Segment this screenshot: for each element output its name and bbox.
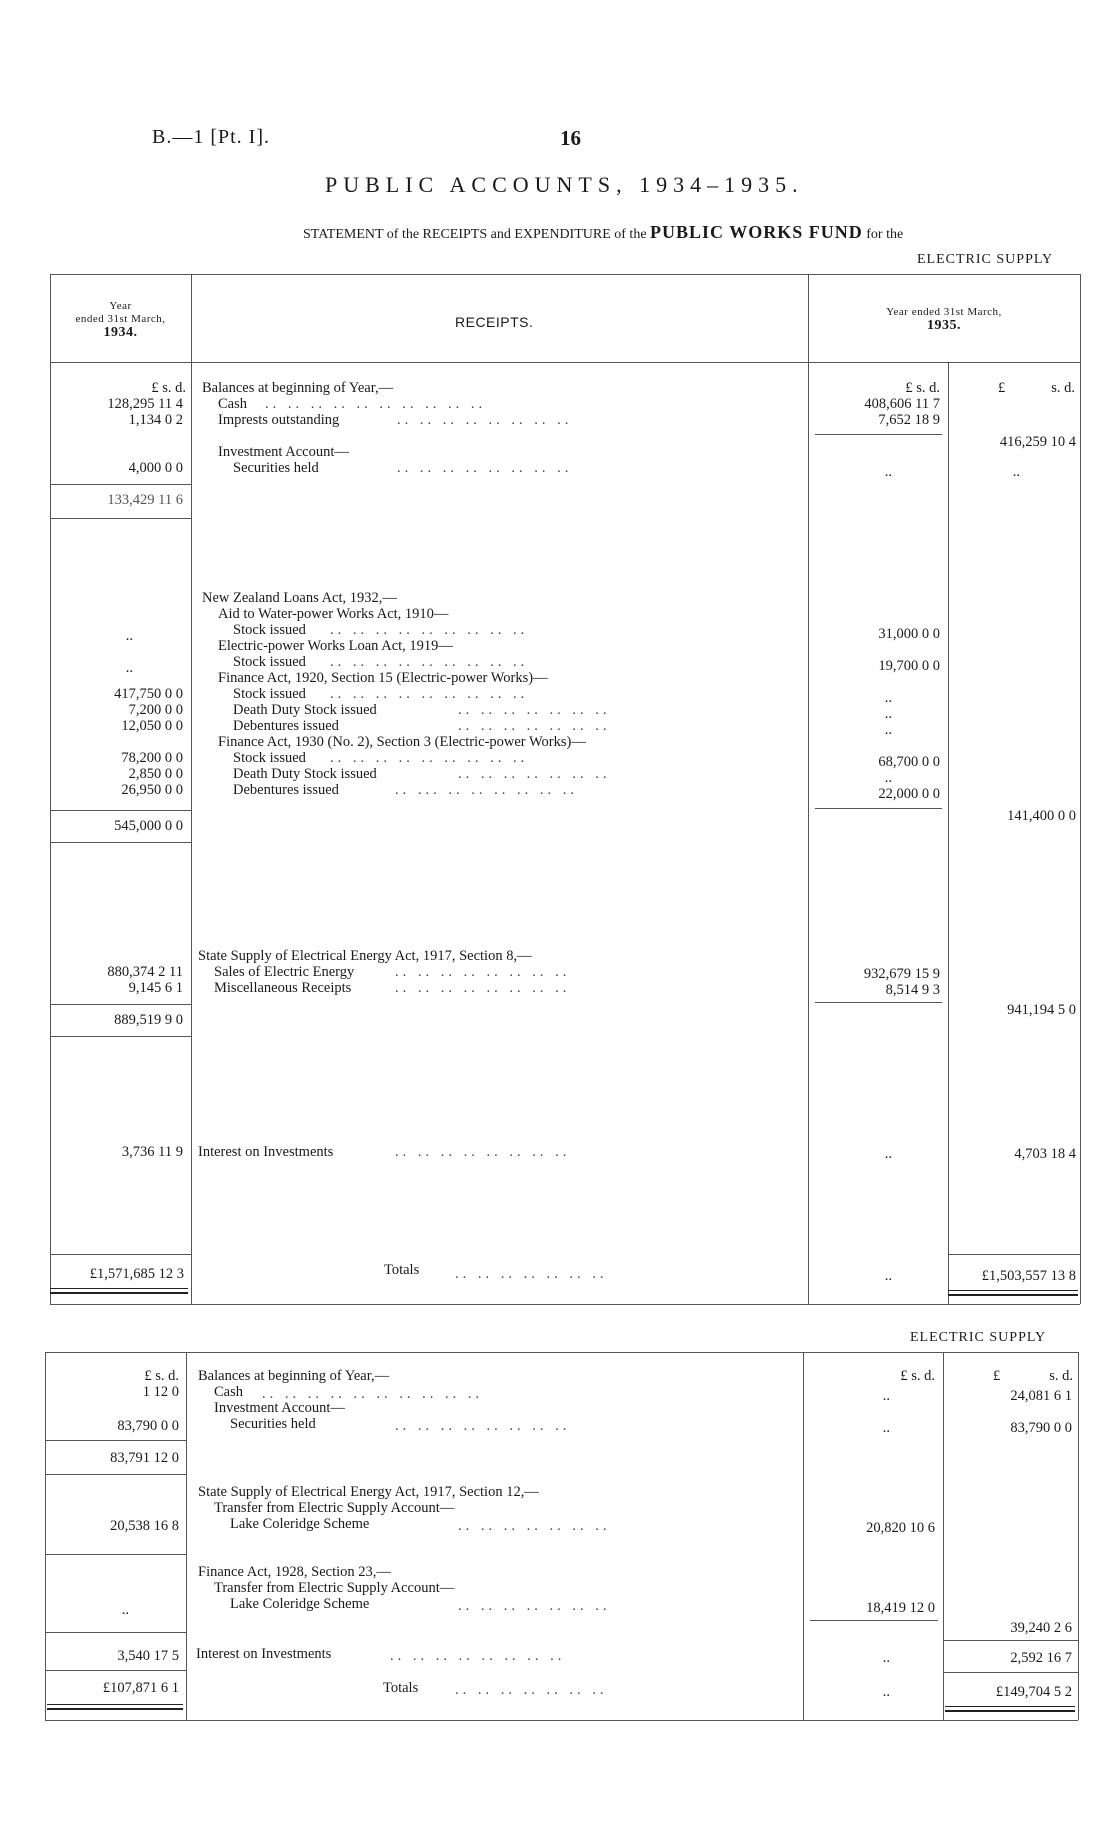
row-label-securities: Securities held [230, 1416, 316, 1432]
col-rule [808, 274, 809, 1304]
value-1934-interest: 3,540 17 5 [117, 1648, 179, 1664]
row-label-totals: Totals [384, 1262, 420, 1278]
document-reference: B.—1 [Pt. I]. [152, 126, 270, 148]
col-rule [186, 1352, 187, 1720]
value-1934-lake: 20,538 16 8 [110, 1518, 179, 1534]
total-1935-securities: 83,790 0 0 [1010, 1420, 1072, 1436]
row-label-f1930-stock: Stock issued [233, 750, 306, 766]
statement-prefix: STATEMENT of the RECEIPTS and EXPENDITURE of the [303, 227, 647, 242]
row-label-f1920-stock: Stock issued [233, 686, 306, 702]
subtotal-1934-balances: 133,429 11 6 [107, 492, 183, 508]
value-1935-cash: 408,606 11 7 [864, 396, 940, 412]
row-heading-balances: Balances at beginning of Year,— [198, 1368, 390, 1384]
subtotal-rule [50, 1036, 191, 1037]
value-1934-f1930-stock: 78,200 0 0 [121, 750, 183, 766]
row-label-f1920-death: Death Duty Stock issued [233, 702, 377, 718]
value-1935-f1920-stock: .. [884, 690, 892, 706]
value-1935-aid-stock: 31,000 0 0 [878, 626, 940, 642]
subtotal-rule [815, 1002, 942, 1003]
value-1935-f1930-deb: 22,000 0 0 [878, 786, 940, 802]
leader-dots: .. .. .. .. .. .. .. .. .. .. [262, 1386, 484, 1402]
row-heading-state-supply: State Supply of Electrical Energy Act, 1917, Section 12,— [198, 1484, 539, 1500]
subtotal-rule [45, 1632, 186, 1633]
total-1935-transfers: 39,240 2 6 [1010, 1620, 1072, 1636]
unit-label: £ s. d. [151, 380, 186, 396]
double-rule [50, 1288, 188, 1294]
leader-dots: .. ... .. .. .. .. .. .. [395, 782, 578, 798]
total-rule [45, 1670, 186, 1671]
leader-dots: .. .. .. .. .. .. .. [455, 1266, 608, 1282]
leader-dots: .. .. .. .. .. .. .. .. [390, 1648, 566, 1664]
total-1935-cash: 24,081 6 1 [1010, 1388, 1072, 1404]
total-1935: £1,503,557 13 8 [981, 1268, 1076, 1284]
subtotal-rule [50, 518, 191, 519]
row-label-elec-stock: Stock issued [233, 654, 306, 670]
value-1934-securities: 4,000 0 0 [128, 460, 183, 476]
total-1934: £1,571,685 12 3 [89, 1266, 184, 1282]
leader-dots: .. .. .. .. .. .. .. .. .. [330, 654, 529, 670]
double-rule [948, 1290, 1078, 1296]
row-label-totals: Totals [383, 1680, 419, 1696]
value-1935-elec-stock: 19,700 0 0 [878, 658, 940, 674]
subtotal-rule [943, 1640, 1078, 1641]
col-rule [45, 1352, 46, 1720]
value-1934-f1930-deb: 26,950 0 0 [121, 782, 183, 798]
leader-dots: .. .. .. .. .. .. .. .. .. [330, 686, 529, 702]
col-rule [943, 1352, 944, 1720]
total-1935-interest: 2,592 16 7 [1010, 1650, 1072, 1666]
account-name: ELECTRIC SUPPLY [917, 252, 1054, 267]
leader-dots: .. .. .. .. .. .. .. .. [397, 460, 573, 476]
leader-dots: .. .. .. .. .. .. .. .. [395, 1144, 571, 1160]
subtotal-rule [50, 842, 191, 843]
row-heading-investment: Investment Account— [218, 444, 349, 460]
row-heading-balances: Balances at beginning of Year,— [202, 380, 394, 396]
row-label-f1920-deb: Debentures issued [233, 718, 339, 734]
row-heading-finance-1920: Finance Act, 1920, Section 15 (Electric-power Works)— [218, 670, 548, 686]
col-header-1934: Year ended 31st March, 1934. [75, 300, 166, 340]
leader-dots: .. .. .. .. .. .. .. [458, 1518, 611, 1534]
leader-dots: .. .. .. .. .. .. .. [458, 1598, 611, 1614]
row-heading-transfer2: Transfer from Electric Supply Account— [214, 1580, 455, 1596]
subtotal-rule [810, 1620, 938, 1621]
subtotal-rule [815, 434, 942, 435]
double-rule [47, 1704, 183, 1710]
leader-dots: .. .. .. .. .. .. .. .. .. [330, 750, 529, 766]
statement-fund: PUBLIC WORKS FUND [650, 222, 863, 242]
row-label-f1930-death: Death Duty Stock issued [233, 766, 377, 782]
row-label-lake: Lake Coleridge Scheme [230, 1516, 370, 1532]
col-rule [1080, 274, 1081, 1304]
subtotal-rule [45, 1554, 186, 1555]
leader-dots: .. .. .. .. .. .. .. .. [397, 412, 573, 428]
subtotal-rule [45, 1440, 186, 1441]
value-1934-aid-stock: .. [125, 628, 133, 644]
row-label-imprests: Imprests outstanding [218, 412, 340, 428]
unit-label-sd: s. d. [1051, 380, 1075, 396]
statement-heading [303, 222, 903, 243]
total-1934: £107,871 6 1 [102, 1680, 179, 1696]
row-label-f1930-deb: Debentures issued [233, 782, 339, 798]
row-heading-nz-loans: New Zealand Loans Act, 1932,— [202, 590, 397, 606]
row-label-aid-stock: Stock issued [233, 622, 306, 638]
value-1934-imprests: 1,134 0 2 [128, 412, 183, 428]
table2-title: ELECTRIC SUPPLY [910, 1330, 1047, 1345]
value-1935-f1920-death: .. [884, 706, 892, 722]
value-1934-cash: 1 12 0 [142, 1384, 179, 1400]
total-rule [943, 1672, 1078, 1673]
value-1934-cash: 128,295 11 4 [107, 396, 183, 412]
row-heading-finance-1928: Finance Act, 1928, Section 23,— [198, 1564, 391, 1580]
unit-label: £ s. d. [144, 1368, 179, 1384]
total-1935-loans: 141,400 0 0 [1007, 808, 1076, 824]
total-1935-detail: .. [882, 1684, 890, 1700]
total-1935-detail: .. [884, 1268, 892, 1284]
total-1935: £149,704 5 2 [995, 1684, 1072, 1700]
table-bottom-rule [50, 1304, 1080, 1305]
header-bottom-rule [50, 362, 1080, 363]
double-rule [945, 1706, 1075, 1712]
table-bottom-rule [45, 1720, 1078, 1721]
value-1935-f1920-deb: .. [884, 722, 892, 738]
value-1935-misc: 8,514 9 3 [885, 982, 940, 998]
row-label-lake2: Lake Coleridge Scheme [230, 1596, 370, 1612]
row-heading-state-supply: State Supply of Electrical Energy Act, 1917, Section 8,— [198, 948, 532, 964]
subtotal-1934-state-supply: 889,519 9 0 [114, 1012, 183, 1028]
table-top-rule [50, 274, 1080, 275]
row-heading-aid-water: Aid to Water-power Works Act, 1910— [218, 606, 449, 622]
value-1935-securities: .. [884, 464, 892, 480]
value-1934-misc: 9,145 6 1 [128, 980, 183, 996]
row-label-cash: Cash [218, 396, 247, 412]
subtotal-1934-balances: 83,791 12 0 [110, 1450, 179, 1466]
value-1934-elec-stock: .. [125, 660, 133, 676]
total-1935-state-supply: 941,194 5 0 [1007, 1002, 1076, 1018]
value-1934-f1920-death: 7,200 0 0 [128, 702, 183, 718]
subtotal-1934-loans: 545,000 0 0 [114, 818, 183, 834]
unit-label-pound: £ [993, 1368, 1001, 1384]
total-1935-securities: .. [1012, 464, 1020, 480]
leader-dots: .. .. .. .. .. .. .. .. [395, 964, 571, 980]
row-label-interest: Interest on Investments [196, 1646, 332, 1662]
value-1934-f1920-deb: 12,050 0 0 [121, 718, 183, 734]
subtotal-rule [50, 1004, 191, 1005]
value-1934-lake2: .. [121, 1602, 129, 1618]
value-1935-f1930-death: .. [884, 770, 892, 786]
subtotal-rule [45, 1474, 186, 1475]
leader-dots: .. .. .. .. .. .. .. [458, 702, 611, 718]
value-1935-lake: 20,820 10 6 [866, 1520, 935, 1536]
statement-suffix: for the [866, 227, 904, 242]
total-1935-interest: 4,703 18 4 [1014, 1146, 1076, 1162]
row-label-misc: Miscellaneous Receipts [214, 980, 352, 996]
col-rule [948, 362, 949, 1304]
leader-dots: .. .. .. .. .. .. .. [455, 1682, 608, 1698]
total-rule [948, 1254, 1080, 1255]
value-1935-interest: .. [882, 1650, 890, 1666]
value-1935-sales: 932,679 15 9 [863, 966, 940, 982]
value-1934-f1930-death: 2,850 0 0 [128, 766, 183, 782]
unit-label-pound: £ [998, 380, 1006, 396]
leader-dots: .. .. .. .. .. .. .. .. .. .. [265, 396, 487, 412]
col-header-receipts: RECEIPTS. [455, 314, 534, 330]
col-header-1935: Year ended 31st March, 1935. [886, 306, 1002, 333]
row-heading-electric-loan: Electric-power Works Loan Act, 1919— [218, 638, 453, 654]
unit-label: £ s. d. [900, 1368, 935, 1384]
value-1934-sales: 880,374 2 11 [107, 964, 183, 980]
value-1935-imprests: 7,652 18 9 [878, 412, 940, 428]
col-rule [50, 274, 51, 1304]
value-1935-securities: .. [882, 1420, 890, 1436]
col-rule [803, 1352, 804, 1720]
total-rule [50, 1254, 191, 1255]
row-label-interest: Interest on Investments [198, 1144, 334, 1160]
value-1935-cash: .. [882, 1388, 890, 1404]
col-rule [191, 274, 192, 1304]
row-heading-investment: Investment Account— [214, 1400, 345, 1416]
leader-dots: .. .. .. .. .. .. .. [458, 718, 611, 734]
value-1934-f1920-stock: 417,750 0 0 [114, 686, 183, 702]
total-1935-balances: 416,259 10 4 [999, 434, 1076, 450]
leader-dots: .. .. .. .. .. .. .. .. [395, 1418, 571, 1434]
leader-dots: .. .. .. .. .. .. .. .. [395, 980, 571, 996]
page-number: 16 [560, 126, 581, 150]
value-1935-interest: .. [884, 1146, 892, 1162]
leader-dots: .. .. .. .. .. .. .. [458, 766, 611, 782]
unit-label: £ s. d. [905, 380, 940, 396]
col-rule [1078, 1352, 1079, 1720]
row-label-securities: Securities held [233, 460, 319, 476]
value-1935-lake2: 18,419 12 0 [866, 1600, 935, 1616]
value-1934-securities: 83,790 0 0 [117, 1418, 179, 1434]
row-heading-finance-1930: Finance Act, 1930 (No. 2), Section 3 (Electric-power Works)— [218, 734, 586, 750]
row-heading-transfer: Transfer from Electric Supply Account— [214, 1500, 455, 1516]
subtotal-rule [50, 484, 191, 485]
value-1934-interest: 3,736 11 9 [121, 1144, 183, 1160]
row-label-sales: Sales of Electric Energy [214, 964, 355, 980]
table-top-rule [45, 1352, 1078, 1353]
leader-dots: .. .. .. .. .. .. .. .. .. [330, 622, 529, 638]
row-label-cash: Cash [214, 1384, 243, 1400]
unit-label-sd: s. d. [1049, 1368, 1073, 1384]
subtotal-rule [815, 808, 942, 809]
value-1935-f1930-stock: 68,700 0 0 [878, 754, 940, 770]
page-title: PUBLIC ACCOUNTS, 1934–1935. [325, 172, 804, 197]
subtotal-rule [50, 810, 191, 811]
